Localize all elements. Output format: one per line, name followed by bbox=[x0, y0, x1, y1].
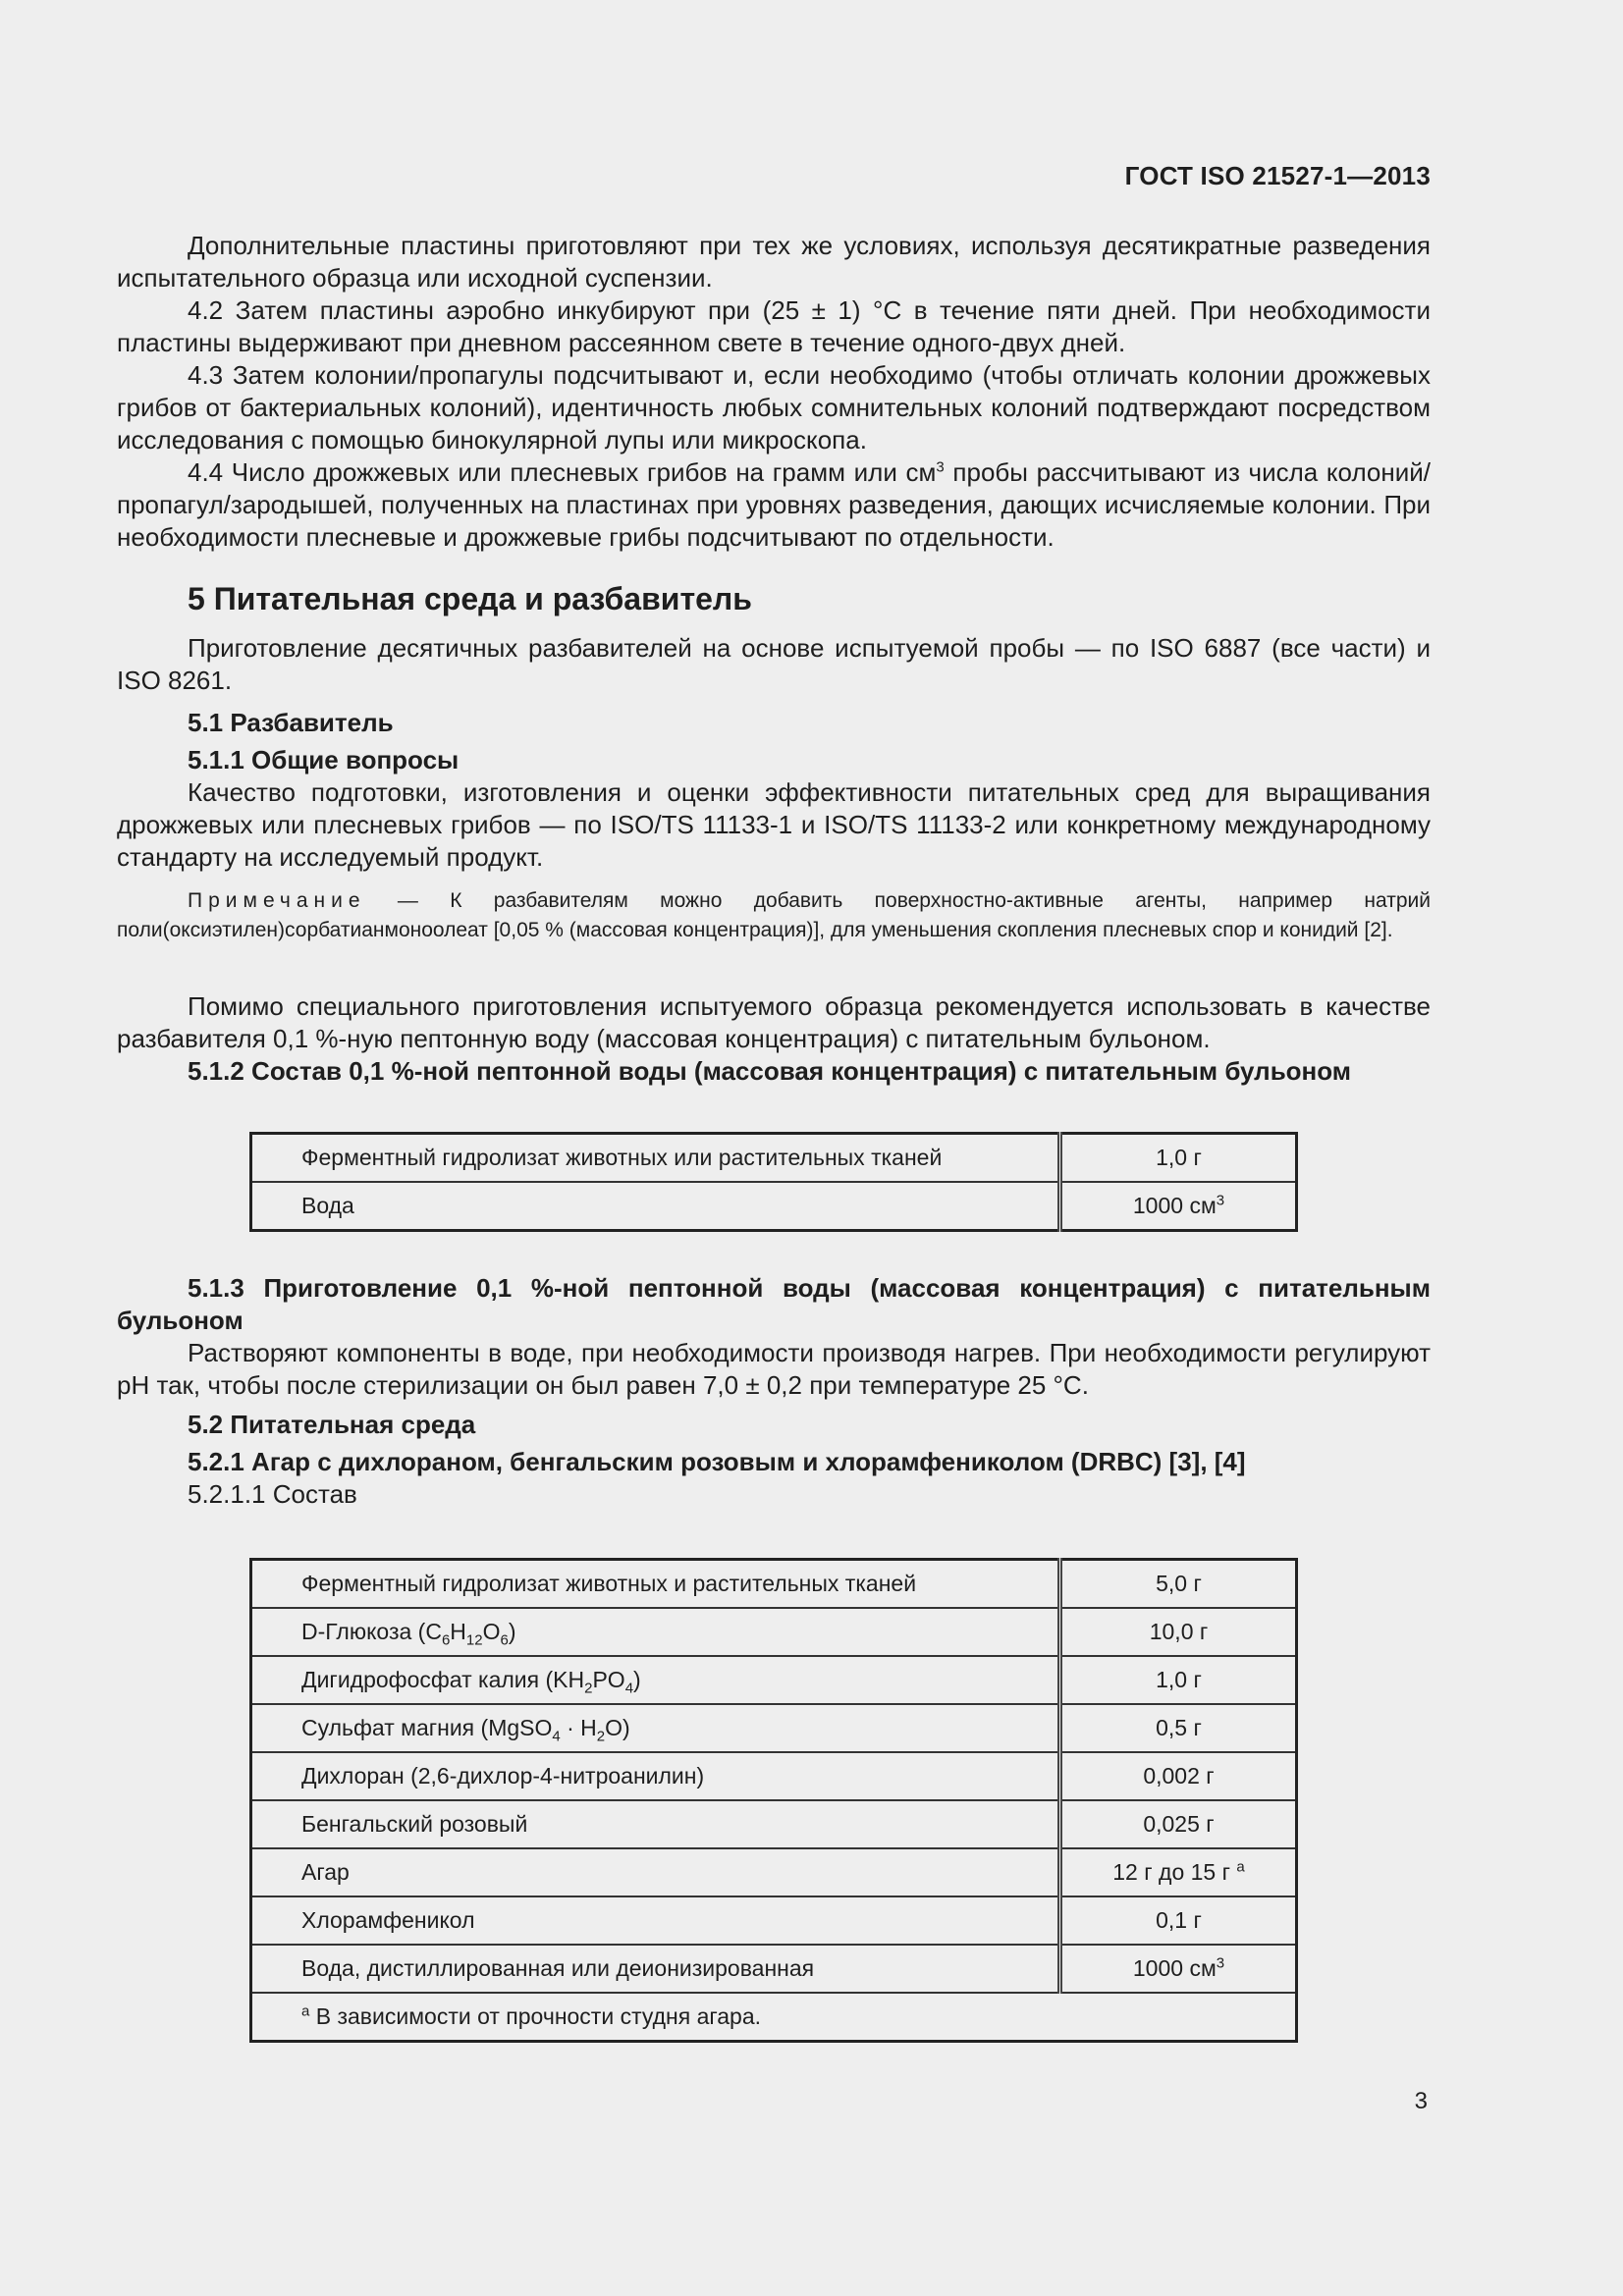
component-name: Агар bbox=[251, 1848, 1060, 1896]
table-row bbox=[251, 1848, 1297, 1896]
clause-4-continuation bbox=[117, 230, 1431, 554]
peptone-water-composition-table bbox=[249, 1132, 1298, 1232]
component-name: Дихлоран (2,6-дихлор-4-нитроанилин) bbox=[251, 1752, 1060, 1800]
drbc-agar-composition-table bbox=[249, 1558, 1298, 2043]
subsection-5-2-1-1-title: 5.2.1.1 Состав bbox=[188, 1479, 357, 1509]
subsection-5-1-title: 5.1 Разбавитель bbox=[188, 708, 394, 737]
table-footnote-row bbox=[251, 1993, 1297, 2042]
section-5-title: 5 Питательная среда и разбавитель bbox=[188, 581, 752, 616]
component-name: Хлорамфеникол bbox=[251, 1896, 1060, 1945]
subsection-5-1-3-text: Растворяют компоненты в воде, при необходимости производя нагрев. При необходимости регулируют pH так, чтобы после стерилизации он был равен 7,0 ± 0,2 при температуре 25 °С. bbox=[117, 1338, 1431, 1400]
component-amount: 12 г до 15 г $^a$ bbox=[1060, 1848, 1297, 1896]
subsection-5-1-3 bbox=[117, 1272, 1431, 1402]
section-5-intro: Приготовление десятичных разбавителей на основе испытуемой пробы — по ISO 6887 (все части) и ISO 8261. bbox=[117, 633, 1431, 695]
component-name: Ферментный гидролизат животных и растительных тканей bbox=[251, 1560, 1060, 1609]
table-row bbox=[251, 1560, 1297, 1609]
component-name: Ферментный гидролизат животных или растительных тканей bbox=[251, 1134, 1060, 1183]
paragraph-after-note: Помимо специального приготовления испытуемого образца рекомендуется использовать в качестве разбавителя 0,1 %-ную пептонную воду (массовая концентрация) с питательным бульоном. bbox=[117, 991, 1431, 1053]
component-amount: 0,1 г bbox=[1060, 1896, 1297, 1945]
component-amount: 0,025 г bbox=[1060, 1800, 1297, 1848]
table-row bbox=[251, 1896, 1297, 1945]
component-name: Бенгальский розовый bbox=[251, 1800, 1060, 1848]
component-amount: 1000 $см^3$ bbox=[1132, 1192, 1225, 1218]
subsection-5-2-1-title: 5.2.1 Агар с дихлораном, бенгальским розовым и хлорамфениколом (DRBC) [3], [4] bbox=[188, 1447, 1246, 1476]
page-number: 3 bbox=[1414, 2088, 1428, 2114]
table-row bbox=[251, 1800, 1297, 1848]
table-row bbox=[251, 1182, 1297, 1231]
component-amount: 1000 $см^3$ bbox=[1060, 1945, 1297, 1993]
note-block bbox=[117, 886, 1431, 945]
table-row bbox=[251, 1656, 1297, 1704]
table-row bbox=[251, 1752, 1297, 1800]
component-name: Сульфат магния (MgSO$_4$ · $H_2O$) bbox=[251, 1704, 1060, 1752]
component-amount: 10,0 г bbox=[1060, 1608, 1297, 1656]
component-amount: 5,0 г bbox=[1060, 1560, 1297, 1609]
table-row bbox=[251, 1704, 1297, 1752]
component-name: Дигидрофосфат калия $(KH_2PO_4)$ bbox=[251, 1656, 1060, 1704]
subsection-5-1-1-text: Качество подготовки, изготовления и оценки эффективности питательных сред для выращивания дрожжевых или плесневых грибов — по ISO/TS 11133-1 и ISO/TS 11133-2 или конкретному международному стандарту на исследуемый продукт. bbox=[117, 777, 1431, 872]
subsection-5-1-1-title: 5.1.1 Общие вопросы bbox=[188, 745, 460, 774]
component-name: Вода, дистиллированная или деионизированная bbox=[251, 1945, 1060, 1993]
component-amount: 1,0 г bbox=[1060, 1134, 1297, 1183]
component-amount: 1,0 г bbox=[1060, 1656, 1297, 1704]
subsection-5-1 bbox=[117, 707, 1431, 874]
subsection-5-2-title: 5.2 Питательная среда bbox=[188, 1410, 476, 1439]
component-name: Вода bbox=[251, 1182, 1060, 1231]
component-amount: 0,002 г bbox=[1060, 1752, 1297, 1800]
document-header: ГОСТ ISO 21527-1—2013 bbox=[1124, 161, 1431, 190]
table-footnote: $^a$ В зависимости от прочности студня агара. bbox=[301, 2002, 762, 2029]
table-row bbox=[251, 1134, 1297, 1183]
table-row bbox=[251, 1945, 1297, 1993]
paragraph-4-4: 4.4 Число дрожжевых или плесневых грибов на грамм или $см^3$ пробы рассчитывают из числа колоний/пропагул/зародышей, полученных на пластинах при уровнях разведения, дающих исчисляемые колонии. При необходимости плесневые и дрожжевые грибы подсчитывают по отдельности. bbox=[117, 457, 1431, 552]
section-5 bbox=[117, 581, 1431, 617]
component-name: D-Глюкоза $(C_6H_{12}O_6)$ bbox=[251, 1608, 1060, 1656]
section-5-body bbox=[117, 632, 1431, 697]
paragraph: Дополнительные пластины приготовляют при тех же условиях, используя десятикратные разведения испытательного образца или исходной суспензии. bbox=[117, 231, 1431, 293]
table-row bbox=[251, 1608, 1297, 1656]
paragraph-4-2: 4.2 Затем пластины аэробно инкубируют при (25 ± 1) °С в течение пяти дней. При необходимости пластины выдерживают при дневном рассеянном свете в течение одного-двух дней. bbox=[117, 295, 1431, 357]
subsection-5-2 bbox=[117, 1409, 1431, 1511]
component-amount: 0,5 г bbox=[1060, 1704, 1297, 1752]
paragraph-4-3: 4.3 Затем колонии/пропагулы подсчитывают и, если необходимо (чтобы отличать колонии дрожжевых грибов от бактериальных колоний), идентичность любых сомнительных колоний подтверждают посредством исследования с помощью бинокулярной лупы или микроскопа. bbox=[117, 360, 1431, 454]
note: Примечание — К разбавителям можно добавить поверхностно-активные агенты, например натрий поли(оксиэтилен)сорбатианмоноолеат [0,05 % (массовая концентрация)], для уменьшения скопления плесневых спор и конидий [2]. bbox=[117, 889, 1431, 941]
subsection-5-1-3-title: 5.1.3 Приготовление 0,1 %-ной пептонной воды (массовая концентрация) с питательным бульоном bbox=[117, 1273, 1431, 1335]
subsection-5-1-2-title: 5.1.2 Состав 0,1 %-ной пептонной воды (массовая концентрация) с питательным бульоном bbox=[188, 1056, 1352, 1086]
after-note-block bbox=[117, 990, 1431, 1088]
